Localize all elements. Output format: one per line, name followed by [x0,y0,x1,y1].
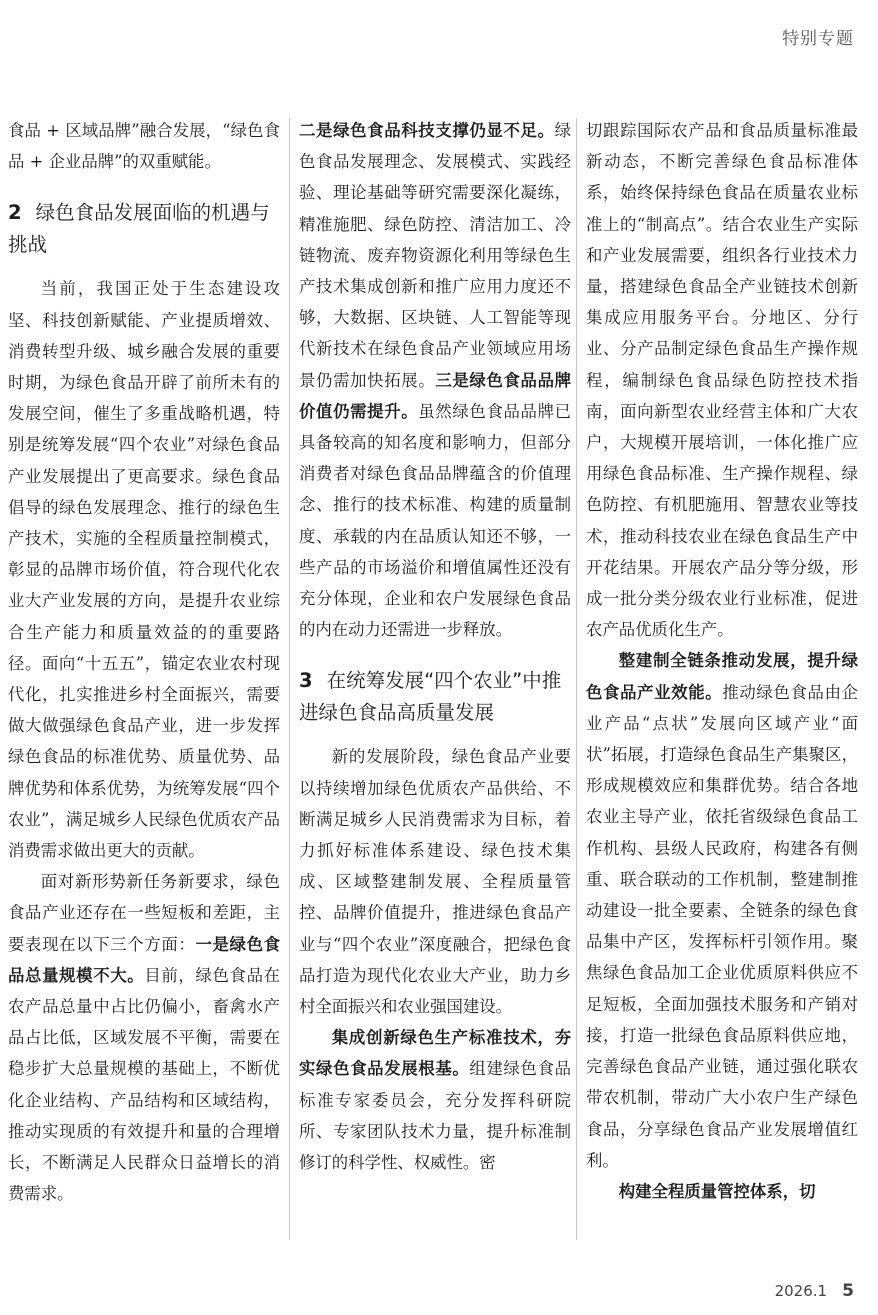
section-heading-2 [8,197,280,261]
paragraph-text: 目前，绿色食品在农产品总量中占比仍偏小，畜禽水产品占比低，区域发展不平衡，需要在稳步扩大总量规模的基础上，不断优化企业结构、产品结构和区域结构，推动实现质的有效提升和量的合理增长，不断满足人民群众日益增长的消费需求。 [8,965,281,1204]
bold-lead: 集成创新绿色生产标准技术，夯实绿色食品发展根基。 [299,1028,571,1079]
section-number: 3 [299,669,313,693]
column-2 [299,115,571,1178]
section-heading-3 [299,665,571,729]
paragraph-text: 虽然绿色食品品牌已具备较高的知名度和影响力，但部分消费者对绿色食品品牌蕴含的价值理念、推行的技术标准、构建的质量制度、承载的内在品质认知还不够，一些产品的市场溢价和增值属性还没有充分体现，企业和农户发展绿色食品的内在动力还需进一步释放。 [299,401,572,640]
section-title: 在统筹发展“四个农业”中推进绿色食品高质量发展 [299,669,562,725]
paragraph-text: 推动绿色食品由企业产品“点状”发展向区域产业“面状”拓展，打造绿色食品生产集聚区，形成规模效应和集群优势。结合各地农业主导产业，依托省级绿色食品工作机构、县级人民政府，构建各有侧重、联合联动的工作机制，整建制推动建设一批全要素、全链条的绿色食品集中产区，发挥标杆引领作用。聚焦绿色食品加工企业优质原料供应不足短板，全面加强技术服务和产销对接，打造一批绿色食品原料供应地，完善绿色食品产业链，通过强化联农带农机制，带动广大小农户生产绿色食品，分享绿色食品产业发展增值红利。 [586,682,859,1170]
paragraph [299,1022,571,1178]
paragraph [299,115,571,645]
bold-lead: 一是绿色食品总量规模不大。 [8,934,281,985]
page-footer [775,1281,854,1301]
paragraph-text: 面对新形势新任务新要求，绿色食品产业还存在一些短板和差距，主要表现在以下三个方面： [8,872,280,954]
paragraph: 当前，我国正处于生态建设攻坚、科技创新赋能、产业提质增效、消费转型升级、城乡融合发展的重要时期，为绿色食品开辟了前所未有的发展空间，催生了多重战略机遇，特别是统筹发展“四个农业”对绿色食品产业发展提出了更高要求。绿色食品倡导的绿色发展理念、推行的绿色生产技术，实施的全程质量控制模式，彰显的品牌市场价值，符合现代化农业大产业发展的方向，是提升农业综合生产能力和质量效益的的重要路径。面向“十五五”，锚定农业农村现代化，扎实推进乡村全面振兴，需要做大做强绿色食品产业，进一步发挥绿色食品的标准优势、质量优势、品牌优势和体系优势，为统筹发展“四个农业”，满足城乡人民绿色优质农产品消费需求做出更大的贡献。 [8,279,280,861]
paragraph: 食品 + 区域品牌”融合发展，“绿色食品 + 企业品牌”的双重赋能。 [8,121,280,172]
section-number: 2 [8,201,22,225]
section-title: 绿色食品发展面临的机遇与挑战 [8,201,270,257]
paragraph [586,1176,858,1207]
paragraph-text: 绿色食品发展理念、发展模式、实践经验、理论基础等研究需要深化凝练，精准施肥、绿色防控、清洁加工、冷链物流、废弃物资源化利用等绿色生产技术集成创新和推广应用力度还不够，大数据、区块链、人工智能等现代新技术在绿色食品产业领域应用场景仍需加快拓展。 [299,121,571,390]
paragraph: 切跟踪国际农产品和食品质量标准最新动态，不断完善绿色食品标准体系，始终保持绿色食品在质量农业标准上的“制高点”。结合农业生产实际和产业发展需要，组织各行业技术力量，搭建绿色食品全产业链技术创新集成应用服务平台。分地区、分行业、分产品制定绿色食品生产操作规程，编制绿色食品绿色防控技术指南，面向新型农业经营主体和广大农户，大规模开展培训，一体化推广应用绿色食品标准、生产操作规程、绿色防控、有机肥施用、智慧农业等技术，推动科技农业在绿色食品生产中开花结果。开展农产品分等分级，形成一批分类分级农业行业标准，促进农产品优质化生产。 [586,121,858,640]
bold-lead: 三是绿色食品品牌价值仍需提升。 [299,370,572,421]
column-3 [586,115,858,1207]
paragraph: 新的发展阶段，绿色食品产业要以持续增加绿色优质农产品供给、不断满足城乡人民消费需求为目标，着力抓好标准体系建设、绿色技术集成、区域整建制发展、全程质量管控、品牌价值提升，推进绿色食品产业与“四个农业”深度融合，把绿色食品打造为现代化农业大产业，助力乡村全面振兴和农业强国建设。 [299,747,571,1017]
bold-lead: 二是绿色食品科技支撑仍显不足。 [299,121,555,140]
column-divider [289,118,290,1240]
page-number: 5 [842,1281,854,1301]
paragraph [8,866,280,1209]
paragraph [586,645,858,1175]
paragraph-text: 组建绿色食品标准专家委员会，充分发挥科研院所、专家团队技术力量，提升标准制修订的科学性、权威性。密 [299,1059,571,1173]
issue-label: 2026.1 [774,1282,828,1300]
bold-lead: 构建全程质量管控体系，切 [618,1181,816,1201]
column-divider [576,118,577,1240]
section-label: 特别专题 [782,29,854,49]
column-1 [8,115,280,1210]
bold-lead: 整建制全链条推动发展，提升绿色食品产业效能。 [586,651,858,702]
